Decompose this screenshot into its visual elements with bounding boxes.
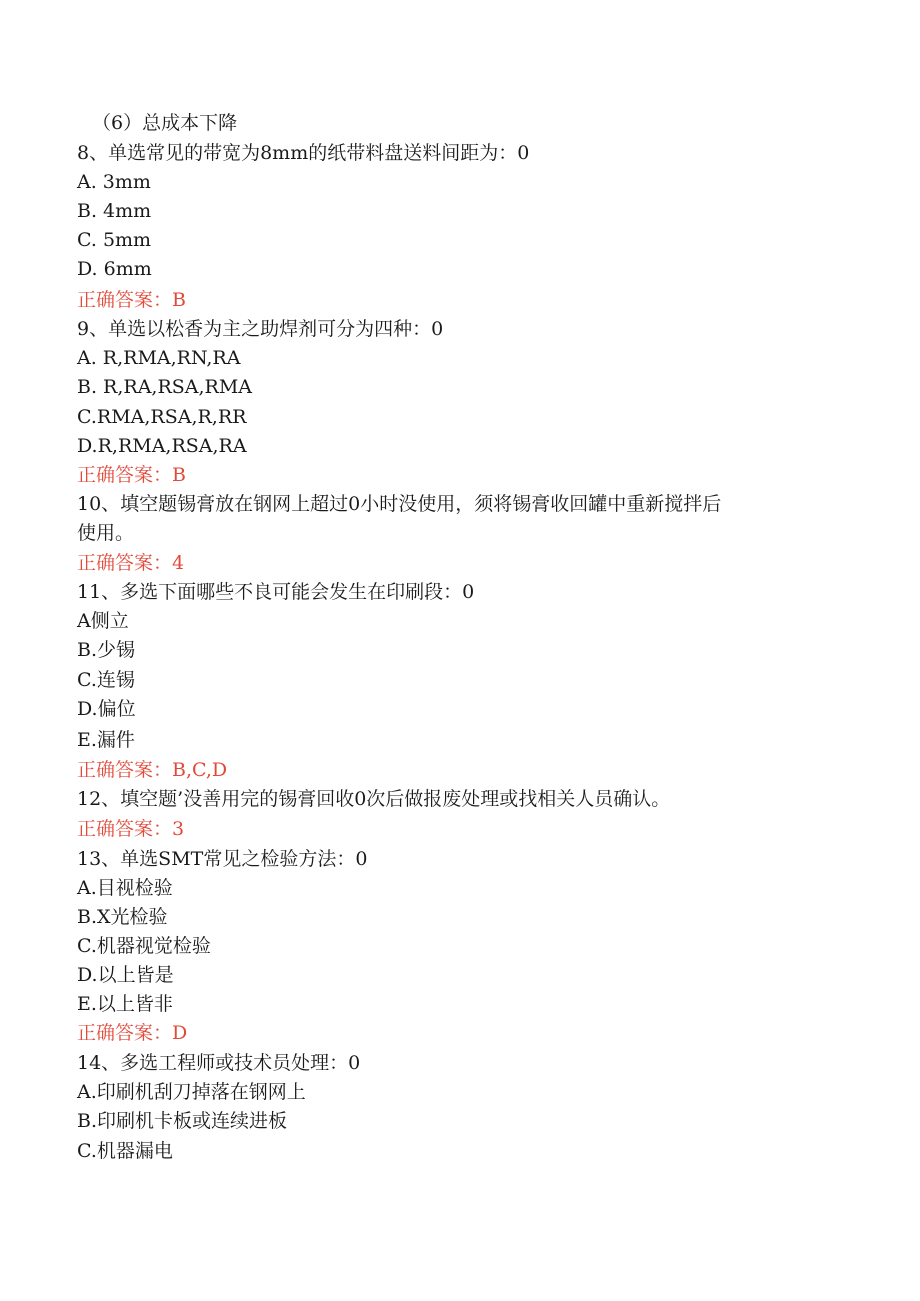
option-c: C. 5mm [77,229,152,251]
question-10: 10、填空题锡膏放在钢网上超过0小时没使用，须将锡膏收回罐中重新搅拌后 [77,493,722,515]
option-a: A.目视检验 [77,877,173,899]
question-13: 13、单选SMT常见之检验方法：0 [77,848,368,870]
option-d: D.以上皆是 [77,964,174,986]
option-b: B.少锡 [77,639,136,661]
correct-answer: 正确答案：B,C,D [77,759,228,781]
correct-answer: 正确答案：3 [77,818,185,840]
option-b: B.X光检验 [77,906,168,928]
option-b: B. R,RA,RSA,RMA [77,376,253,398]
option-a: A.印刷机刮刀掉落在钢网上 [77,1081,306,1103]
question-9: 9、单选以松香为主之助焊剂可分为四种：0 [77,318,444,340]
question-14: 14、多选工程师或技术员处理：0 [77,1052,361,1074]
option-c: C.机器漏电 [77,1140,173,1162]
option-c: C.机器视觉检验 [77,935,211,957]
option-a: A侧立 [77,610,129,632]
option-d: D.R,RMA,RSA,RA [77,435,247,457]
correct-answer: 正确答案：B [77,464,186,486]
option-e: E.漏件 [77,729,135,751]
correct-answer: 正确答案：4 [77,552,185,574]
option-d: D.偏位 [77,698,136,720]
correct-answer: 正确答案：B [77,289,186,311]
option-d: D. 6mm [77,258,152,280]
option-a: A. 3mm [77,171,151,193]
option-b: B. 4mm [77,200,152,222]
question-10-continued: 使用。 [77,522,135,544]
option-b: B.印刷机卡板或连续进板 [77,1110,288,1132]
list-item-total-cost: （6）总成本下降 [92,112,238,134]
question-8: 8、单选常见的带宽为8mm的纸带料盘送料间距为：0 [77,142,530,164]
question-11: 11、多选下面哪些不良可能会发生在印刷段：0 [77,581,475,603]
correct-answer: 正确答案：D [77,1022,188,1044]
question-12: 12、填空题’没善用完的锡膏回收0次后做报废处理或找相关人员确认。 [77,788,671,810]
option-a: A. R,RMA,RN,RA [77,347,241,369]
option-c: C.RMA,RSA,R,RR [77,406,247,428]
option-c: C.连锡 [77,669,135,691]
option-e: E.以上皆非 [77,993,173,1015]
